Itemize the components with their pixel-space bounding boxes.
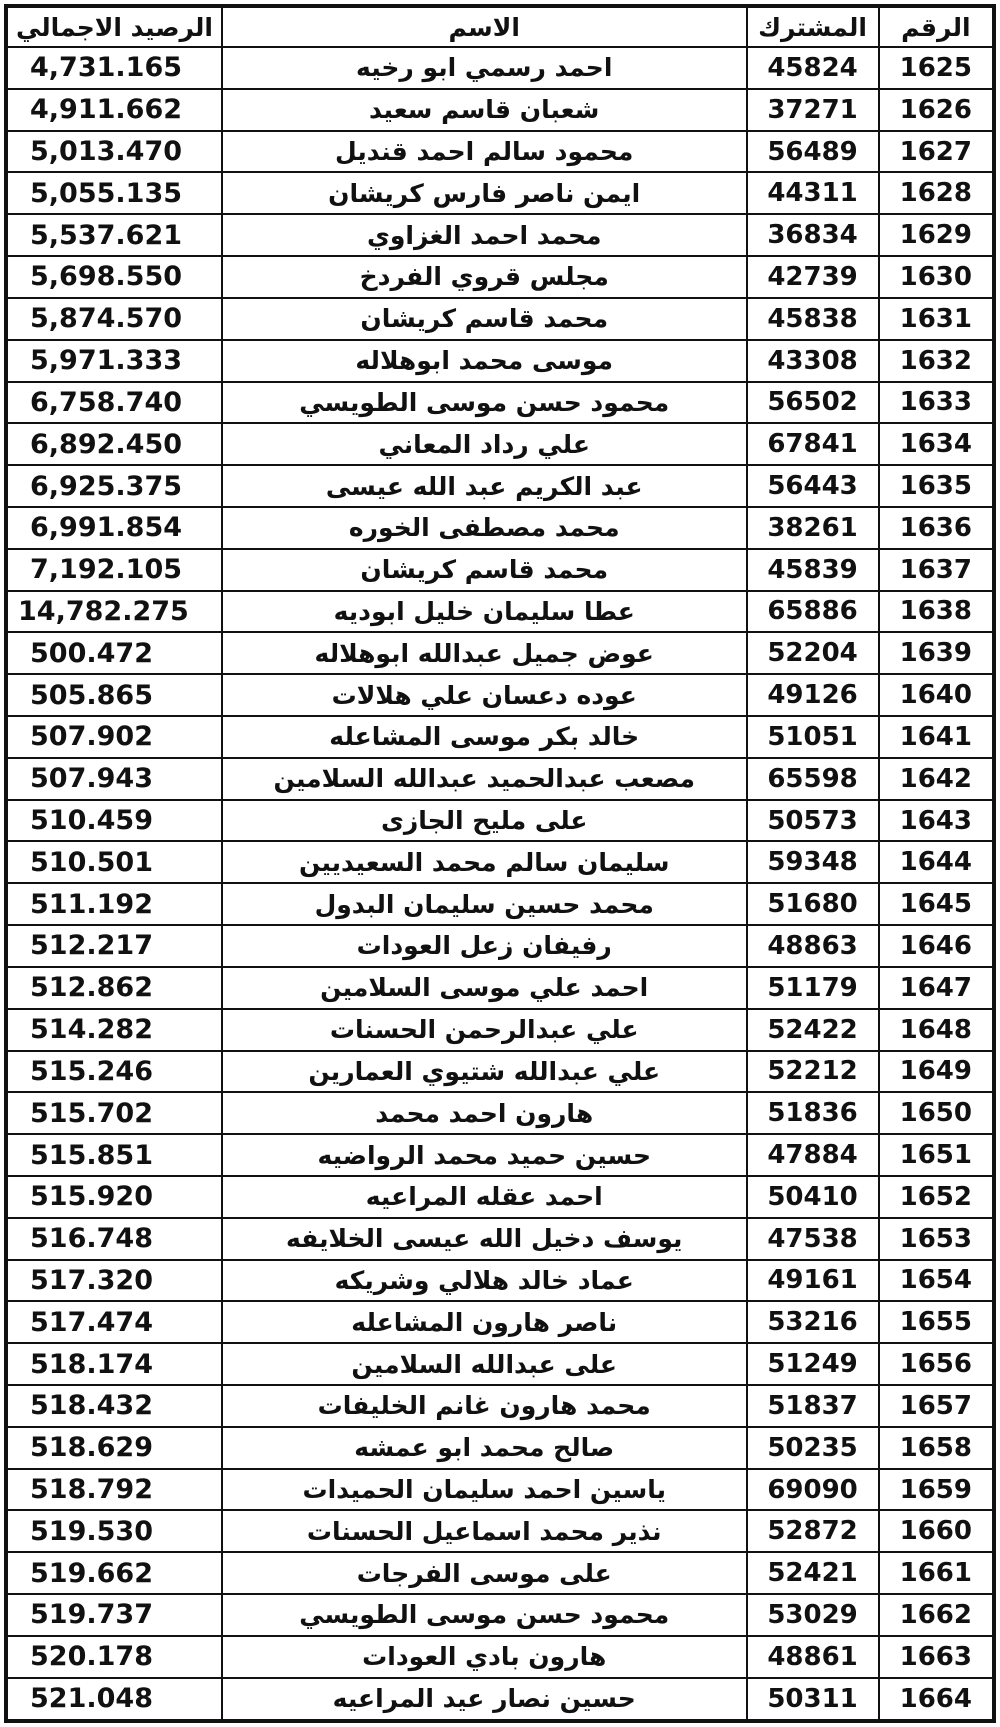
number-cell: 1629 [879,214,993,256]
number-cell: 1649 [879,1051,993,1093]
name-cell: حسين حميد محمد الرواضيه [222,1134,747,1176]
balance-cell: 519.530 [7,1510,222,1552]
name-cell: محمد مصطفى الخوره [222,507,747,549]
balance-cell: 5,537.621 [7,214,222,256]
balance-cell: 6,925.375 [7,465,222,507]
subscriber-cell: 50311 [747,1678,879,1720]
table-row [7,758,993,800]
table-row [7,716,993,758]
name-cell: هارون بادي العودات [222,1636,747,1678]
number-cell: 1645 [879,883,993,925]
name-cell: سليمان سالم محمد السعيديين [222,841,747,883]
balance-cell: 4,911.662 [7,89,222,131]
number-cell: 1661 [879,1552,993,1594]
table-row [7,1092,993,1134]
header-row [7,7,993,47]
subscriber-cell: 51249 [747,1343,879,1385]
number-cell: 1654 [879,1260,993,1302]
table-row [7,1594,993,1636]
table-row [7,89,993,131]
name-cell: محمد هارون غانم الخليفات [222,1385,747,1427]
number-cell: 1636 [879,507,993,549]
table-row [7,967,993,1009]
subscriber-cell: 48863 [747,925,879,967]
number-cell: 1646 [879,925,993,967]
subscriber-cell: 52421 [747,1552,879,1594]
table-row [7,1427,993,1469]
balance-cell: 6,991.854 [7,507,222,549]
subscriber-cell: 45838 [747,298,879,340]
table-row [7,1260,993,1302]
subscriber-cell: 45824 [747,47,879,89]
subscriber-cell: 56502 [747,382,879,424]
name-cell: على مليح الجازى [222,800,747,842]
name-cell: محمد حسين سليمان البدول [222,883,747,925]
table-row [7,925,993,967]
balance-cell: 515.920 [7,1176,222,1218]
number-cell: 1664 [879,1678,993,1720]
balance-cell: 4,731.165 [7,47,222,89]
balance-cell: 511.192 [7,883,222,925]
balance-cell: 6,892.450 [7,423,222,465]
name-cell: علي رداد المعاني [222,423,747,465]
name-cell: عماد خالد هلالي وشريكه [222,1260,747,1302]
number-cell: 1638 [879,591,993,633]
name-cell: محمد قاسم كريشان [222,549,747,591]
balance-cell: 505.865 [7,674,222,716]
name-cell: ياسين احمد سليمان الحميدات [222,1469,747,1511]
subscriber-cell: 52204 [747,632,879,674]
balance-cell: 520.178 [7,1636,222,1678]
name-cell: موسى محمد ابوهلاله [222,340,747,382]
balance-cell: 5,055.135 [7,172,222,214]
balance-cell: 517.320 [7,1260,222,1302]
balance-cell: 518.792 [7,1469,222,1511]
name-cell: احمد رسمي ابو رخيه [222,47,747,89]
name-cell: نذير محمد اسماعيل الحسنات [222,1510,747,1552]
subscriber-cell: 38261 [747,507,879,549]
number-cell: 1657 [879,1385,993,1427]
subscriber-cell: 52212 [747,1051,879,1093]
subscriber-cell: 45839 [747,549,879,591]
subscriber-cell: 51837 [747,1385,879,1427]
name-cell: محمود حسن موسى الطويسي [222,382,747,424]
balance-cell: 518.629 [7,1427,222,1469]
table-row [7,382,993,424]
name-cell: على عبدالله السلامين [222,1343,747,1385]
table-row [7,1385,993,1427]
number-cell: 1632 [879,340,993,382]
table-row [7,1469,993,1511]
table-row [7,632,993,674]
balance-cell: 507.943 [7,758,222,800]
number-cell: 1648 [879,1009,993,1051]
table-row [7,674,993,716]
number-cell: 1641 [879,716,993,758]
table-row [7,591,993,633]
table-row [7,883,993,925]
balance-cell: 14,782.275 [7,591,222,633]
subscriber-cell: 37271 [747,89,879,131]
number-cell: 1655 [879,1301,993,1343]
table-row [7,1218,993,1260]
number-cell: 1625 [879,47,993,89]
number-cell: 1656 [879,1343,993,1385]
subscriber-cell: 51179 [747,967,879,1009]
balance-cell: 519.662 [7,1552,222,1594]
number-cell: 1653 [879,1218,993,1260]
balance-cell: 510.501 [7,841,222,883]
table-body [7,47,993,1720]
subscriber-cell: 49126 [747,674,879,716]
number-cell: 1635 [879,465,993,507]
subscriber-cell: 51051 [747,716,879,758]
subscriber-cell: 47884 [747,1134,879,1176]
table-row [7,465,993,507]
name-cell: احمد عقله المراعيه [222,1176,747,1218]
subscriber-cell: 51680 [747,883,879,925]
subscriber-cell: 52422 [747,1009,879,1051]
table-row [7,1134,993,1176]
name-cell: علي عبدالله شتيوي العمارين [222,1051,747,1093]
number-cell: 1658 [879,1427,993,1469]
number-cell: 1637 [879,549,993,591]
balance-cell: 507.902 [7,716,222,758]
balance-sheet [4,4,996,1723]
table-row [7,1678,993,1720]
balance-cell: 510.459 [7,800,222,842]
header-name: الاسم [222,7,747,47]
balance-cell: 518.174 [7,1343,222,1385]
table-row [7,1552,993,1594]
number-cell: 1642 [879,758,993,800]
table-row [7,1176,993,1218]
table-row [7,549,993,591]
balance-cell: 518.432 [7,1385,222,1427]
subscriber-cell: 69090 [747,1469,879,1511]
table-row [7,423,993,465]
name-cell: محمود سالم احمد قنديل [222,131,747,173]
number-cell: 1630 [879,256,993,298]
balance-cell: 517.474 [7,1301,222,1343]
name-cell: ايمن ناصر فارس كريشان [222,172,747,214]
balance-cell: 5,698.550 [7,256,222,298]
table-row [7,1510,993,1552]
name-cell: علي عبدالرحمن الحسنات [222,1009,747,1051]
balance-cell: 516.748 [7,1218,222,1260]
name-cell: عبد الكريم عبد الله عيسى [222,465,747,507]
name-cell: احمد علي موسى السلامين [222,967,747,1009]
header-subscriber: المشترك [747,7,879,47]
balance-cell: 5,874.570 [7,298,222,340]
balance-cell: 519.737 [7,1594,222,1636]
name-cell: حسين نصار عيد المراعيه [222,1678,747,1720]
subscriber-cell: 53216 [747,1301,879,1343]
number-cell: 1660 [879,1510,993,1552]
name-cell: شعبان قاسم سعيد [222,89,747,131]
number-cell: 1663 [879,1636,993,1678]
number-cell: 1647 [879,967,993,1009]
subscriber-cell: 50235 [747,1427,879,1469]
subscriber-cell: 47538 [747,1218,879,1260]
subscriber-cell: 48861 [747,1636,879,1678]
name-cell: عوده دعسان علي هلالات [222,674,747,716]
balances-table [6,6,994,1721]
name-cell: ناصر هارون المشاعله [222,1301,747,1343]
name-cell: محمود حسن موسى الطويسي [222,1594,747,1636]
name-cell: عوض جميل عبدالله ابوهلاله [222,632,747,674]
balance-cell: 515.851 [7,1134,222,1176]
table-row [7,172,993,214]
number-cell: 1634 [879,423,993,465]
table-row [7,1051,993,1093]
number-cell: 1633 [879,382,993,424]
balance-cell: 521.048 [7,1678,222,1720]
header-balance: الرصيد الاجمالي [7,7,222,47]
number-cell: 1626 [879,89,993,131]
table-row [7,800,993,842]
subscriber-cell: 50573 [747,800,879,842]
number-cell: 1650 [879,1092,993,1134]
number-cell: 1628 [879,172,993,214]
name-cell: رفيفان زعل العودات [222,925,747,967]
name-cell: مصعب عبدالحميد عبدالله السلامين [222,758,747,800]
balance-cell: 6,758.740 [7,382,222,424]
name-cell: هارون احمد محمد [222,1092,747,1134]
table-row [7,47,993,89]
balance-cell: 515.702 [7,1092,222,1134]
balance-cell: 515.246 [7,1051,222,1093]
table-row [7,1301,993,1343]
balance-cell: 7,192.105 [7,549,222,591]
table-row [7,1343,993,1385]
subscriber-cell: 36834 [747,214,879,256]
subscriber-cell: 52872 [747,1510,879,1552]
table-row [7,256,993,298]
subscriber-cell: 42739 [747,256,879,298]
table-row [7,340,993,382]
table-row [7,1009,993,1051]
subscriber-cell: 56489 [747,131,879,173]
table-row [7,507,993,549]
subscriber-cell: 67841 [747,423,879,465]
name-cell: يوسف دخيل الله عيسى الخلايفه [222,1218,747,1260]
number-cell: 1627 [879,131,993,173]
subscriber-cell: 49161 [747,1260,879,1302]
table-row [7,214,993,256]
table-row [7,131,993,173]
number-cell: 1643 [879,800,993,842]
number-cell: 1640 [879,674,993,716]
name-cell: خالد بكر موسى المشاعله [222,716,747,758]
name-cell: صالح محمد ابو عمشه [222,1427,747,1469]
number-cell: 1651 [879,1134,993,1176]
balance-cell: 512.862 [7,967,222,1009]
subscriber-cell: 43308 [747,340,879,382]
table-row [7,298,993,340]
number-cell: 1631 [879,298,993,340]
name-cell: عطا سليمان خليل ابوديه [222,591,747,633]
name-cell: محمد قاسم كريشان [222,298,747,340]
balance-cell: 514.282 [7,1009,222,1051]
number-cell: 1659 [879,1469,993,1511]
subscriber-cell: 44311 [747,172,879,214]
table-row [7,841,993,883]
number-cell: 1662 [879,1594,993,1636]
balance-cell: 500.472 [7,632,222,674]
subscriber-cell: 51836 [747,1092,879,1134]
subscriber-cell: 53029 [747,1594,879,1636]
balance-cell: 5,971.333 [7,340,222,382]
subscriber-cell: 65886 [747,591,879,633]
subscriber-cell: 59348 [747,841,879,883]
subscriber-cell: 65598 [747,758,879,800]
number-cell: 1639 [879,632,993,674]
balance-cell: 5,013.470 [7,131,222,173]
name-cell: مجلس قروي الفردخ [222,256,747,298]
subscriber-cell: 50410 [747,1176,879,1218]
name-cell: محمد احمد الغزاوي [222,214,747,256]
name-cell: على موسى الفرجات [222,1552,747,1594]
number-cell: 1652 [879,1176,993,1218]
number-cell: 1644 [879,841,993,883]
subscriber-cell: 56443 [747,465,879,507]
header-number: الرقم [879,7,993,47]
table-row [7,1636,993,1678]
balance-cell: 512.217 [7,925,222,967]
